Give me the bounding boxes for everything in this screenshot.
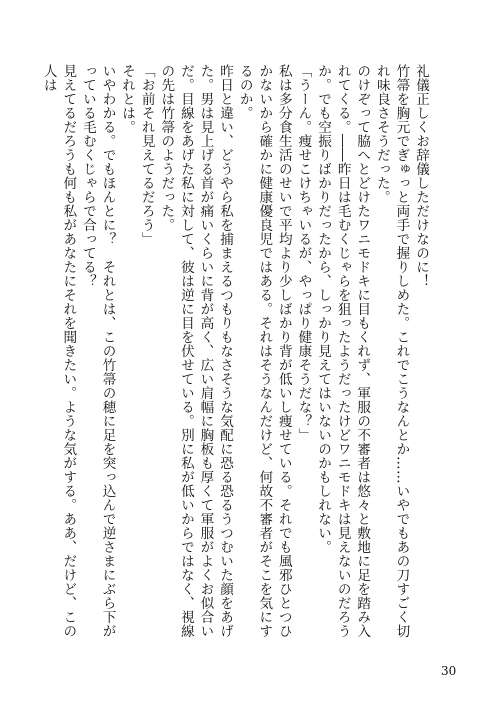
paragraph: 見えてるだろうも何も私があなたにそれを聞きたい。ような気がする。ああ、だけど、この人は — [40, 64, 77, 638]
body-text — [40, 64, 430, 642]
paragraph: 「うーん。痩せこけちゃいるが、やっぱり健康そうだな？」 — [295, 64, 312, 442]
paragraph: 「お前それ見えてるだろう」 — [138, 64, 155, 246]
paragraph: 竹箒を胸元でぎゅっと両手で握りしめた。これでこうなんとか……いやでもあの刀すごく切れ味良さそうだった。 — [373, 64, 410, 638]
paragraph: 礼儀正しくお辞儀しただけなのに！ — [413, 64, 429, 288]
paragraph: それとは。 — [119, 64, 136, 134]
paragraph: 昨日と違い、どうやら私を捕まえるつもりもなさそうな気配に恐る恐るうつむいた顔をあげた。男は見上げる首が痛いくらいに背が高く、広い肩幅に胸板も厚くて軍服がよくお似合いだ。目線をあげた私に対して、彼は逆に目を伏せている。別に私が低いからではなく、視線の先は竹箒のようだった。 — [158, 64, 234, 638]
paragraph: のけぞって脇へとどけたワニモドキに目もくれず、軍服の不審者は悠々と敷地に足を踏み入れてくる。――昨日は毛むくじゃらを狙ったようだったけどワニモドキは見えないのだろうか。でも空振りばかりだったから、しっかり見えてはいないのかもしれない。 — [315, 64, 371, 638]
paragraph: 私は多分食生活のせいで平均より少しばかり背が低いし痩せている。それでも風邪ひとつひかないから確かに健康優良児ではある。それはそうなんだけど、何故不審者がそこを気にするのか。 — [236, 64, 292, 638]
page-number: 30 — [441, 664, 457, 678]
paragraph: いやわかる。でもほんとに？ それとは、この竹箒の穂に足を突っ込んで逆さまにぶら下がっている毛むくじゃらで合ってる？ — [79, 64, 116, 638]
